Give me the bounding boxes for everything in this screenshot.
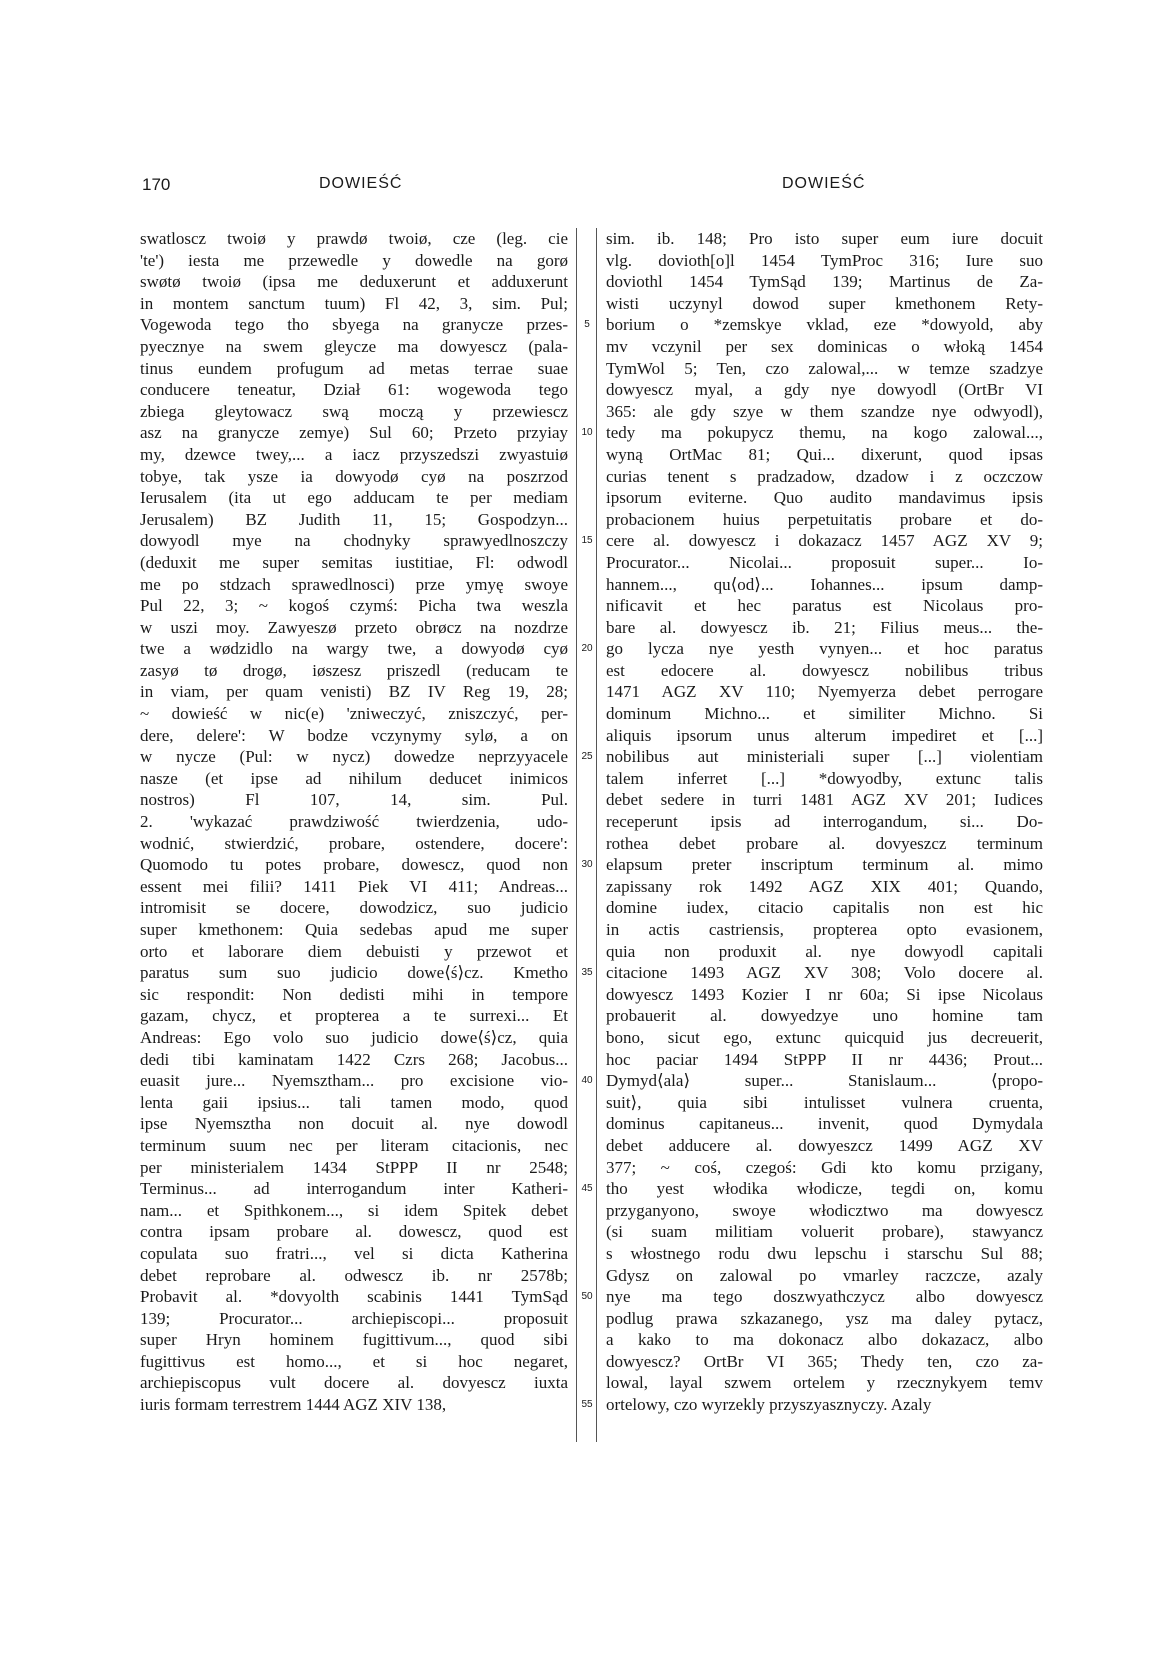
text-line: domine iudex, citacio capitalis non est hic	[606, 898, 1043, 918]
text-line: conducere teneatur, Dział 61: wogewoda tego	[140, 380, 568, 400]
text-line: asz na granycze zemye) Sul 60; Przeto przyiay	[140, 423, 568, 443]
text-line: per ministerialem 1434 StPPP II nr 2548;	[140, 1157, 568, 1177]
line-number: 25	[581, 751, 593, 763]
text-line: hoc paciar 1494 StPPP II nr 4436; Prout...	[606, 1049, 1043, 1069]
text-line: 1471 AGZ XV 110; Nyemyerza debet perrogare	[606, 682, 1043, 702]
text-line: Gdysz on zalowal po vmarley raczcze, azaly	[606, 1265, 1043, 1285]
text-line: dedi tibi kaminatam 1422 Czrs 268; Jacobus...	[140, 1049, 568, 1069]
text-line: curias tenent s pradzadow, dzadow i z oczczow	[606, 466, 1043, 486]
text-line: iuris formam terrestrem 1444 AGZ XIV 138,	[140, 1395, 447, 1415]
left-text-column	[140, 228, 568, 1416]
text-line: hannem..., qu⟨od⟩... Iohannes... ipsum damp-	[606, 574, 1043, 594]
text-line: terminum suum nec per literam citacionis, nec	[140, 1135, 568, 1155]
text-line: Jerusalem) BZ Judith 11, 15; Gospodzyn...	[140, 509, 568, 529]
text-line: ipsorum eviterne. Quo audito mandavimus ipsis	[606, 488, 1043, 508]
text-line: dominus capitaneus... invenit, quod Dymydala	[606, 1114, 1043, 1134]
text-line: zasyø tø drogø, iøszesz priszedl (reducam te	[140, 660, 568, 680]
text-line: swøtø twoiø (ipsa me deduxerunt et adduxerunt	[140, 272, 568, 292]
line-number: 50	[581, 1291, 593, 1303]
text-line: borium o *zemskye vklad, eze *dowyold, aby	[606, 315, 1043, 335]
text-line: nobilibus aut ministeriali super [...] violentiam	[606, 747, 1043, 767]
text-line: in viam, per quam venisti) BZ IV Reg 19, 28;	[140, 682, 568, 702]
text-line: gazam, chycz, et propterea a te surrexi... Et	[140, 1006, 568, 1026]
text-line: elapsum preter inscriptum terminum al. mimo	[606, 855, 1043, 875]
text-line: Pul 22, 3; ~ kogoś czymś: Picha twa weszla	[140, 596, 568, 616]
text-line: Ierusalem (ita ut ego adducam te per mediam	[140, 488, 568, 508]
text-line: wisti uczynyl dowod super kmethonem Rety-	[606, 293, 1043, 313]
line-number: 40	[581, 1075, 593, 1087]
text-line: tobye, tak ysze ia dowyodø cyø na poszrzod	[140, 466, 568, 486]
text-line: 365: ale gdy szye w them szandze nye odwyodl),	[606, 401, 1043, 421]
text-line: paratus sum suo judicio dowe⟨ś⟩cz. Kmetho	[140, 963, 568, 983]
text-line: dere, delere': W bodze vczynymy sylø, a on	[140, 725, 568, 745]
text-line: tho yest włodika włodicze, tegdi on, komu	[606, 1179, 1043, 1199]
text-line: 2. 'wykazać prawdziwość twierdzenia, udo-	[140, 812, 568, 832]
text-line: debet sedere in turri 1481 AGZ XV 201; Iudices	[606, 790, 1043, 810]
text-line: zapissany rok 1492 AGZ XIX 401; Quando,	[606, 876, 1043, 896]
text-line: (si suam militiam voluerit probare), stawyancz	[606, 1222, 1043, 1242]
text-line: dowyescz myal, a gdy nye dowyodl (OrtBr VI	[606, 380, 1043, 400]
text-line: zbiega gleytowacz swą moczą y przewiescz	[140, 401, 568, 421]
text-line: dowyescz? OrtBr VI 365; Thedy ten, czo za-	[606, 1351, 1043, 1371]
text-line: citacione 1493 AGZ XV 308; Volo docere al.	[606, 963, 1043, 983]
text-line: w uszi moy. Zawyeszø przeto obrøcz na nozdrze	[140, 617, 568, 637]
text-line: lowal, layal szwem ortelem y rzecznykyem temv	[606, 1373, 1043, 1393]
text-line: TymWol 5; Ten, czo zalowal,... w temze szadzye	[606, 358, 1043, 378]
text-line: twe a wødzidlo na wargy twe, a dowyodø cyø	[140, 639, 568, 659]
text-line: me po stdzach sprawedlnosci) prze ymyę swoye	[140, 574, 568, 594]
text-line: (deduxit me super semitas iustitiae, Fl: odwodl	[140, 552, 568, 572]
text-line: in montem sanctum tuum) Fl 42, 3, sim. Pul;	[140, 293, 568, 313]
text-line: sic respondit: Non dedisti mihi in tempore	[140, 984, 568, 1004]
text-line: ~ dowieść w nic(e) 'zniweczyć, zniszczyć, per-	[140, 704, 568, 724]
text-line: podlug prawa szkazanego, ysz ma daley pytacz,	[606, 1308, 1043, 1328]
text-line: nye ma tego doszwyathczycz albo dowyescz	[606, 1287, 1043, 1307]
text-line: aliquis ipsorum unus alterum impediret et [...]	[606, 725, 1043, 745]
text-line: nostros) Fl 107, 14, sim. Pul.	[140, 790, 568, 810]
text-line: Dymyd⟨ala⟩ super... Stanislaum... ⟨propo-	[606, 1071, 1043, 1091]
right-column-rule	[596, 228, 597, 1442]
text-line: cere al. dowyescz i dokazacz 1457 AGZ XV 9;	[606, 531, 1043, 551]
text-line: euasit jure... Nyemsztham... pro excisione vio-	[140, 1071, 568, 1091]
text-line: nam... et Spithkonem..., si idem Spitek debet	[140, 1200, 568, 1220]
text-line: probacionem huius perpetuitatis probare et do-	[606, 509, 1043, 529]
text-line: lenta gaii ipsius... tali tamen modo, quod	[140, 1092, 568, 1112]
text-line: Terminus... ad interrogandum inter Katheri-	[140, 1179, 568, 1199]
text-line: 377; ~ coś, czegoś: Gdi kto komu przigany,	[606, 1157, 1043, 1177]
text-line: est edocere al. dowyescz nobilibus tribus	[606, 660, 1043, 680]
text-line: talem inferret [...] *dowyodby, extunc talis	[606, 768, 1043, 788]
text-line: w nycze (Pul: w nycz) dowedze neprzyyacele	[140, 747, 568, 767]
text-line: bare al. dowyescz ib. 21; Filius meus... the-	[606, 617, 1043, 637]
text-line: copulata suo fratri..., vel si dicta Katherina	[140, 1243, 568, 1263]
text-line: Vogewoda tego tho sbyega na granycze przes-	[140, 315, 568, 335]
text-line: nificavit et hec paratus est Nicolaus pro-	[606, 596, 1043, 616]
text-line: suit⟩, quia sibi intulisset vulnera cruenta,	[606, 1092, 1043, 1112]
text-line: go lycza nye yesth vynyen... et hoc paratus	[606, 639, 1043, 659]
text-line: super Hryn hominem fugittivum..., quod sibi	[140, 1330, 568, 1350]
text-line: wyną OrtMac 81; Qui... dixerunt, quod ipsas	[606, 444, 1043, 464]
text-line: ortelowy, czo wyrzekly przyszyasznyczy. Azaly	[606, 1395, 932, 1415]
text-line: przyganyono, swoye włodicztwo ma dowyescz	[606, 1200, 1043, 1220]
text-line: Andreas: Ego volo suo judicio dowe⟨ś⟩cz, quia	[140, 1027, 568, 1047]
text-line: mv vczynil per sex dominicas o włoką 1454	[606, 336, 1043, 356]
page-number: 170	[142, 175, 171, 194]
text-line: my, dzewce twey,... a iacz przyszedszi zwyastuiø	[140, 444, 568, 464]
text-line: Procurator... Nicolai... proposuit super... Io-	[606, 552, 1043, 572]
line-number: 55	[581, 1399, 593, 1411]
line-number: 15	[581, 535, 593, 547]
text-line: wodnić, stwierdzić, probare, ostendere, docere':	[140, 833, 568, 853]
left-headword: DOWIEŚĆ	[319, 175, 403, 192]
text-line: tedy ma pokupycz themu, na kogo zalowal...,	[606, 423, 1043, 443]
right-text-column	[606, 228, 1043, 1416]
running-head	[0, 175, 1152, 199]
text-line: intromisit se docere, dowodzicz, suo judicio	[140, 898, 568, 918]
text-line: Probavit al. *dovyolth scabinis 1441 TymSąd	[140, 1287, 568, 1307]
text-line: dowyescz 1493 Kozier I nr 60a; Si ipse Nicolaus	[606, 984, 1043, 1004]
text-line: quia non produxit al. nye dowyodl capitali	[606, 941, 1043, 961]
text-line: contra ipsam probare al. dowescz, quod est	[140, 1222, 568, 1242]
line-number: 35	[581, 967, 593, 979]
right-headword: DOWIEŚĆ	[782, 175, 866, 192]
text-line: dominum Michno... et similiter Michno. Si	[606, 704, 1043, 724]
line-number: 20	[581, 643, 593, 655]
text-line: essent mei filii? 1411 Piek VI 411; Andreas...	[140, 876, 568, 896]
line-number: 5	[584, 319, 590, 331]
text-line: pyecznye na swem gleycze ma dowyescz (pala-	[140, 336, 568, 356]
text-line: doviothl 1454 TymSąd 139; Martinus de Za-	[606, 272, 1043, 292]
text-line: in actis castriensis, propterea opto evasionem,	[606, 920, 1043, 939]
text-line: receperunt ipsis ad interrogandum, si... Do-	[606, 812, 1043, 832]
text-line: debet adducere al. dowyeszcz 1499 AGZ XV	[606, 1135, 1043, 1155]
text-line: 'te') iesta me przewedle y dowedle na gorø	[140, 250, 568, 270]
line-number: 30	[581, 859, 593, 871]
text-line: 139; Procurator... archiepiscopi... proposuit	[140, 1308, 568, 1328]
text-line: swatloscz twoiø y prawdø twoiø, cze (leg. cie	[140, 229, 568, 248]
left-column-rule	[576, 228, 577, 1442]
line-number: 10	[581, 427, 593, 439]
text-line: debet reprobare al. odwescz ib. nr 2578b;	[140, 1265, 568, 1285]
text-line: archiepiscopus vult docere al. dovyescz iuxta	[140, 1373, 568, 1393]
text-line: vlg. dovioth[o]l 1454 TymProc 316; Iure suo	[606, 250, 1043, 270]
text-line: dowyodl mye na chodnyky sprawyedlnoszczy	[140, 531, 568, 551]
text-line: sim. ib. 148; Pro isto super eum iure docuit	[606, 229, 1043, 248]
text-line: s włostnego rodu dwu lepschu i starschu Sul 88;	[606, 1243, 1043, 1263]
text-line: probauerit al. dowyedzye uno homine tam	[606, 1006, 1043, 1026]
text-line: rothea debet probare al. dovyeszcz terminum	[606, 833, 1043, 853]
text-line: a kako to ma dokonacz albo dokazacz, albo	[606, 1330, 1043, 1350]
text-line: fugittivus est homo..., et si hoc negaret,	[140, 1351, 568, 1371]
text-line: orto et laborare diem debuisti y przewot et	[140, 941, 568, 961]
text-line: Quomodo tu potes probare, dowescz, quod non	[140, 855, 568, 875]
text-line: ipse Nyemsztha non docuit al. nye dowodl	[140, 1114, 568, 1134]
text-line: nasze (et ipse ad nihilum deducet inimicos	[140, 768, 568, 788]
text-line: super kmethonem: Quia sedebas apud me super	[140, 920, 568, 939]
text-line: bono, sicut ego, extunc quicquid jus decreuerit,	[606, 1027, 1043, 1047]
line-number: 45	[581, 1183, 593, 1195]
text-line: tinus eundem profugum ad metas terrae suae	[140, 358, 568, 378]
